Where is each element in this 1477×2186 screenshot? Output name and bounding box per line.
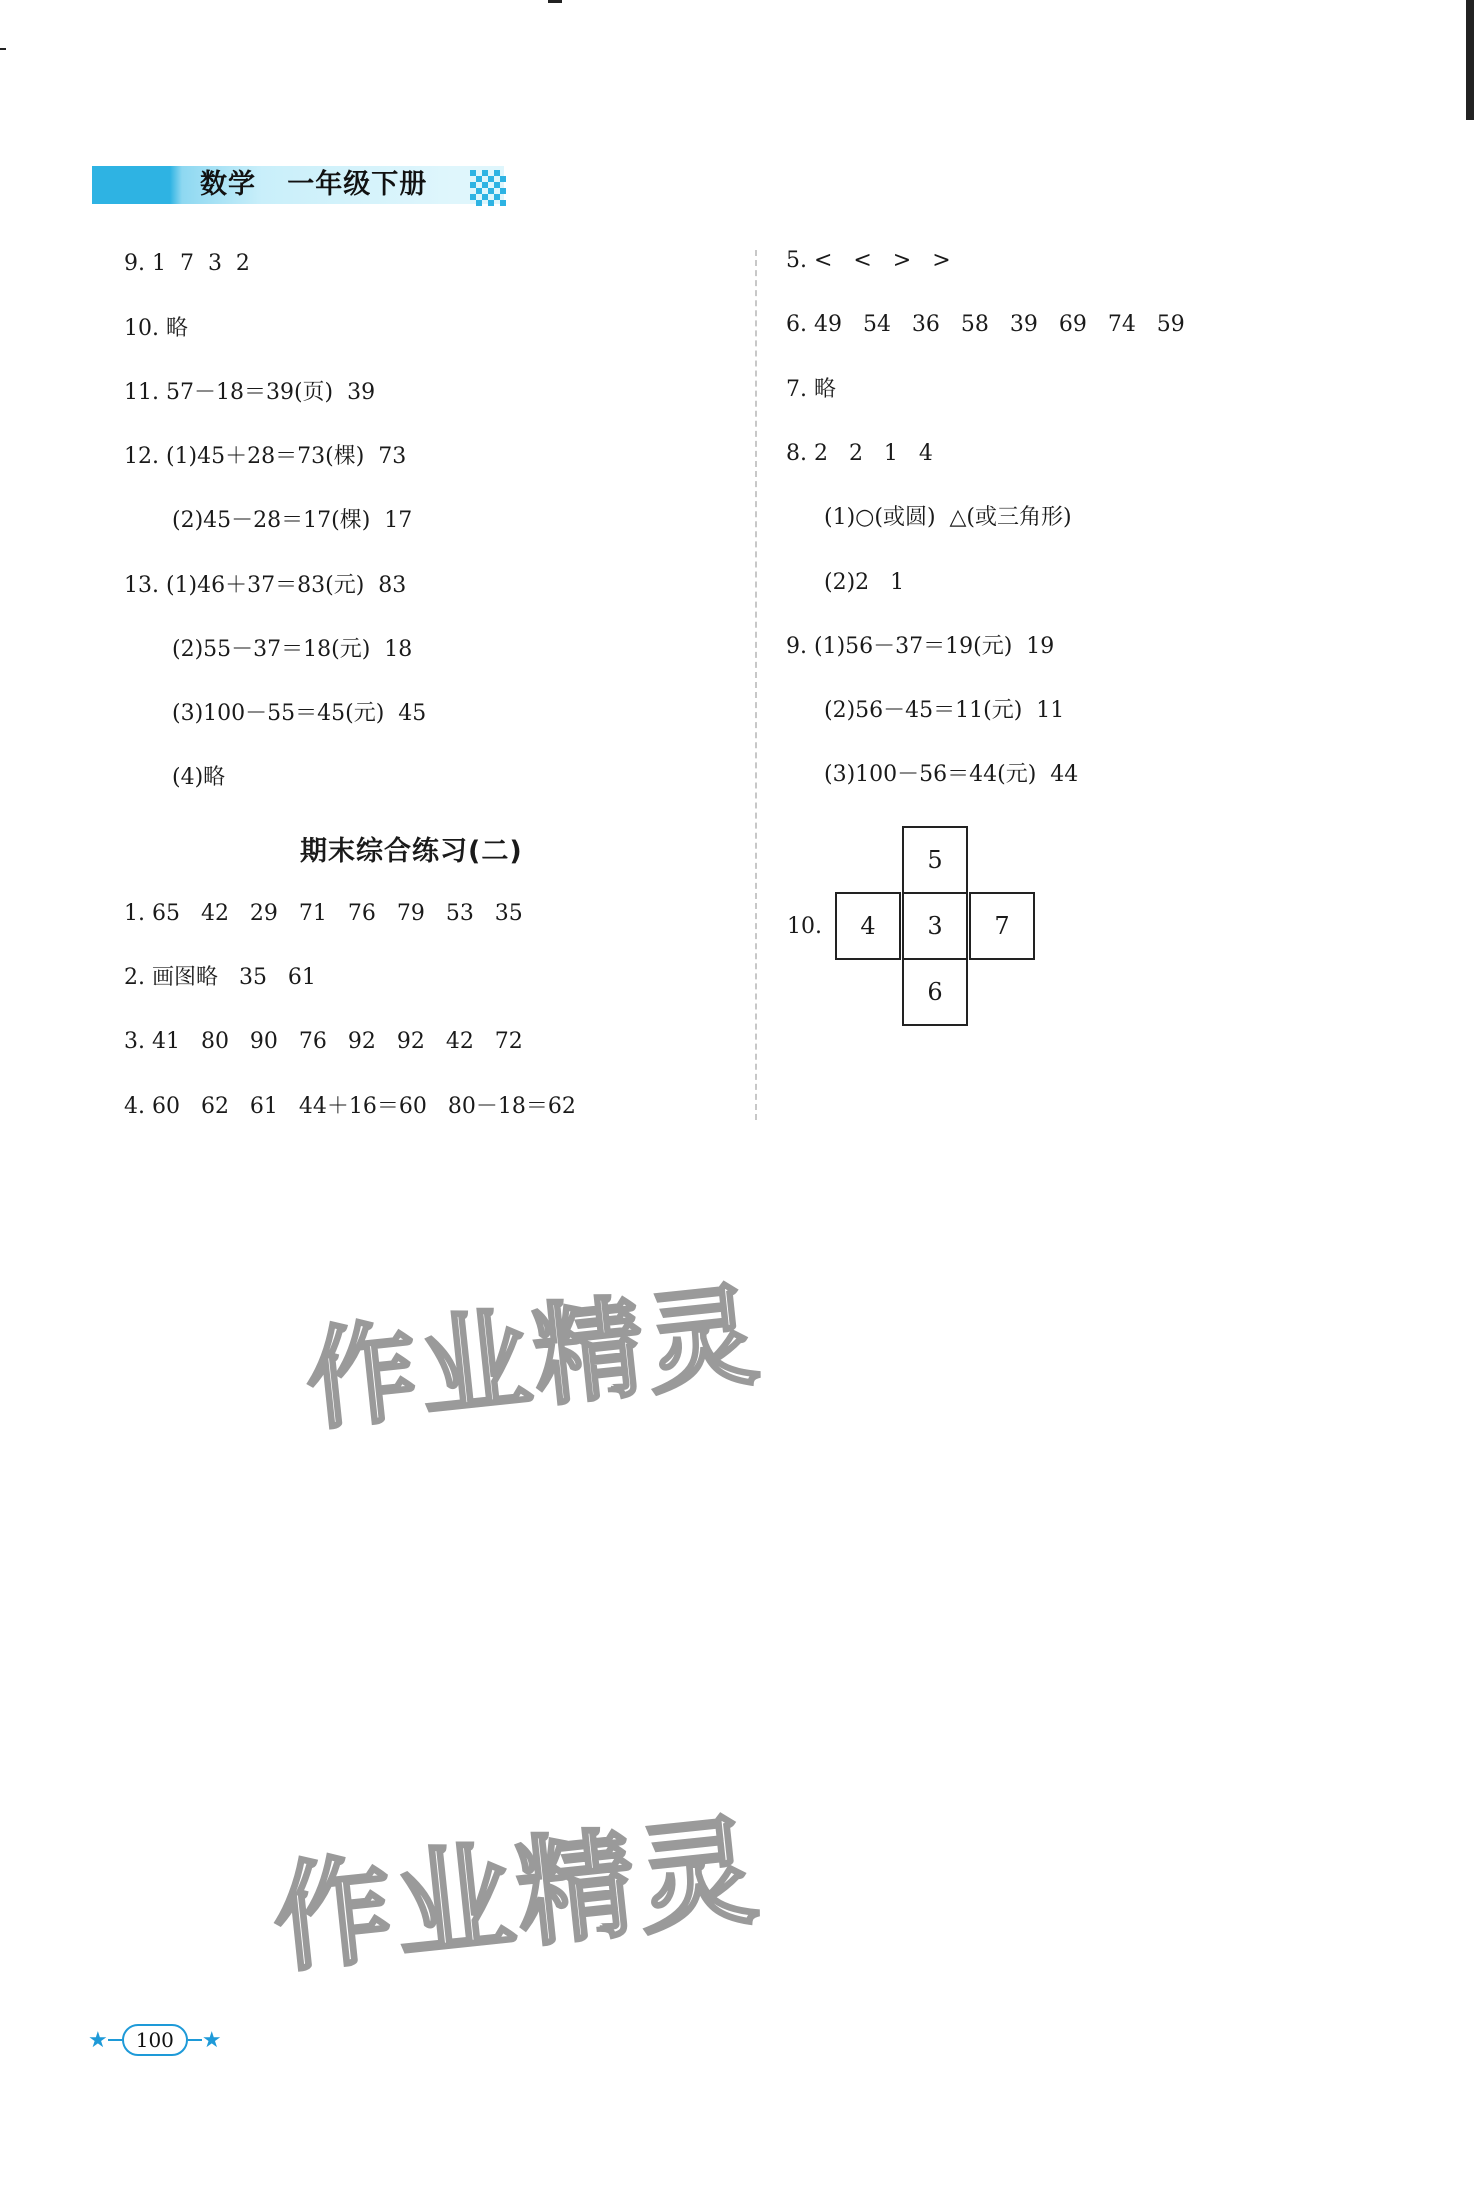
watermark-bottom: 作业精灵 xyxy=(267,1800,767,1990)
answer-10-label: 10. xyxy=(787,914,822,939)
answer-9-3: (3)100－56＝44(元) 44 xyxy=(824,762,1079,787)
answer-13-2: (2)55－37＝18(元) 18 xyxy=(172,637,413,662)
cross-cell-bottom: 6 xyxy=(902,958,968,1026)
checker-decoration xyxy=(470,170,506,206)
answer-13-1: 13. (1)46＋37＝83(元) 83 xyxy=(124,573,407,598)
answer-s2-2: 2. 画图略 35 61 xyxy=(124,965,316,990)
answer-13-4: (4)略 xyxy=(172,765,226,790)
answer-9: 9. 1 7 3 2 xyxy=(124,251,250,276)
footer-dash xyxy=(188,2039,202,2041)
answer-8-1: (1)○(或圆) △(或三角形) xyxy=(824,505,1072,530)
answer-10: 10. 略 xyxy=(124,316,188,341)
section-title: 期末综合练习(二) xyxy=(300,836,523,867)
answer-12-1: 12. (1)45＋28＝73(棵) 73 xyxy=(124,444,407,469)
answer-8-2: (2)2 1 xyxy=(824,570,905,595)
answer-5: 5. < < > > xyxy=(786,248,951,273)
answer-6: 6. 49 54 36 58 39 69 74 59 xyxy=(786,312,1185,337)
answer-11: 11. 57－18＝39(页) 39 xyxy=(124,380,376,405)
answer-8: 8. 2 2 1 4 xyxy=(786,441,933,466)
cross-cell-center: 3 xyxy=(902,892,968,960)
answer-s2-4: 4. 60 62 61 44＋16＝60 80－18＝62 xyxy=(124,1094,576,1119)
star-icon: ★ xyxy=(88,2027,108,2053)
scan-edge-mark xyxy=(548,0,562,3)
page-number: 100 xyxy=(122,2024,188,2056)
answer-13-3: (3)100－55＝45(元) 45 xyxy=(172,701,427,726)
answer-s2-3: 3. 41 80 90 76 92 92 42 72 xyxy=(124,1029,523,1054)
watermark-top: 作业精灵 xyxy=(300,1270,768,1446)
scan-edge-mark xyxy=(1466,0,1474,120)
answer-9-2: (2)56－45＝11(元) 11 xyxy=(824,698,1065,723)
cross-cell-left: 4 xyxy=(835,892,901,960)
scan-edge-mark xyxy=(0,48,6,50)
cross-cell-top: 5 xyxy=(902,826,968,894)
answer-7: 7. 略 xyxy=(786,377,836,402)
cross-cell-right: 7 xyxy=(969,892,1035,960)
footer-dash xyxy=(108,2039,122,2041)
answer-9-1: 9. (1)56－37＝19(元) 19 xyxy=(786,634,1055,659)
page-footer xyxy=(88,2022,222,2058)
answer-12-2: (2)45－28＝17(棵) 17 xyxy=(172,508,413,533)
page-header-title: 数学 一年级下册 xyxy=(200,169,428,200)
column-divider xyxy=(755,250,757,1120)
answer-s2-1: 1. 65 42 29 71 76 79 53 35 xyxy=(124,901,523,926)
star-icon: ★ xyxy=(201,2027,222,2053)
